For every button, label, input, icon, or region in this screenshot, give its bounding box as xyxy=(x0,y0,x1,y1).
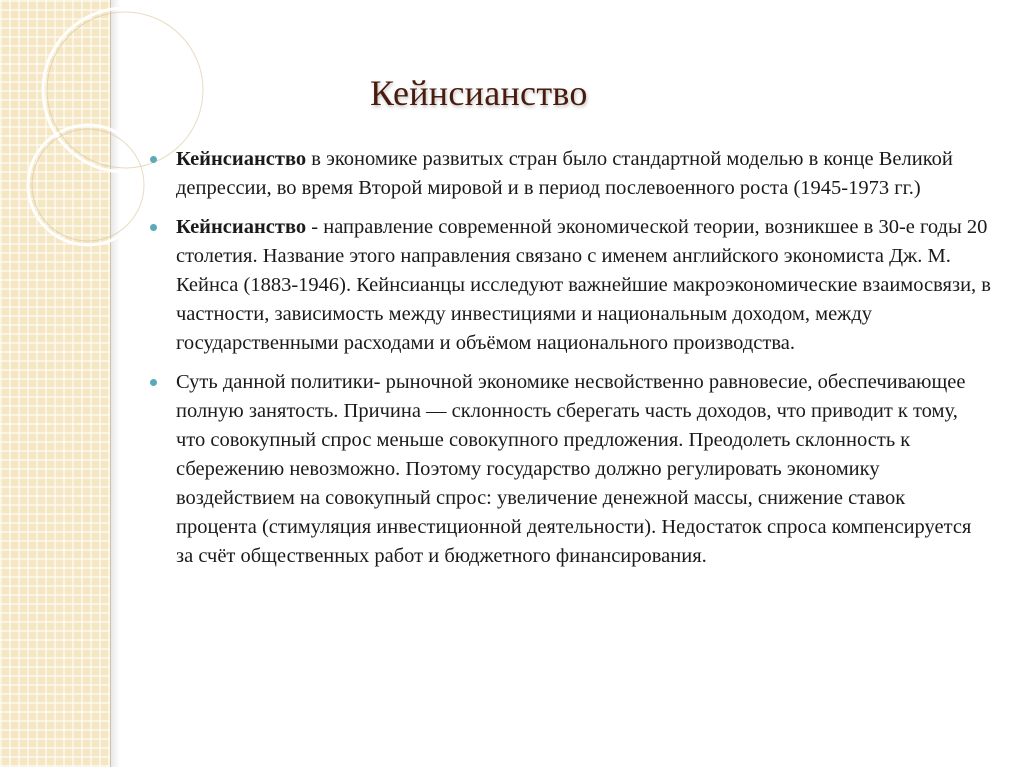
bullet-text xyxy=(176,371,971,567)
bullet-list xyxy=(176,145,991,581)
bullet-dot-icon xyxy=(150,379,157,386)
bullet-body: в экономике развитых стран было стандартной моделью в конце Великой депрессии, во время Второй мировой и в период послевоенного роста (1945-1973 гг.) xyxy=(176,148,953,199)
bullet-item xyxy=(176,368,991,571)
bullet-text xyxy=(176,148,953,199)
slide-title: Кейнсианство xyxy=(370,73,588,113)
bullet-item xyxy=(176,145,991,203)
bullet-body: - направление современной экономической теории, возникшее в 30-е годы 20 столетия. Название этого направления связано с именем английского экономиста Дж. М. Кейнса (1883-1946). Кейнсианцы исследуют важнейшие макроэкономические взаимосвязи, в частности, зависимость между инвестициями и национальным доходом, между государственными расходами и объёмом национального производства. xyxy=(176,216,991,354)
bullet-item xyxy=(176,213,991,358)
bullet-body: Суть данной политики- рыночной экономике несвойственно равновесие, обеспечивающее полную занятость. Причина — склонность сберегать часть доходов, что приводит к тому, что совокупный спрос меньше совокупного предложения. Преодолеть склонность к сбережению невозможно. Поэтому государство должно регулировать экономику воздействием на совокупный спрос: увеличение денежной массы, снижение ставок процента (стимуляция инвестиционной деятельности). Недостаток спроса компенсируется за счёт общественных работ и бюджетного финансирования. xyxy=(176,371,972,567)
bullet-bold-term: Кейнсианство xyxy=(176,216,307,238)
bullet-text xyxy=(176,216,991,354)
bullet-dot-icon xyxy=(150,224,157,231)
slide-content xyxy=(120,0,1024,767)
bullet-dot-icon xyxy=(150,156,157,163)
bullet-bold-term: Кейнсианство xyxy=(176,148,307,170)
